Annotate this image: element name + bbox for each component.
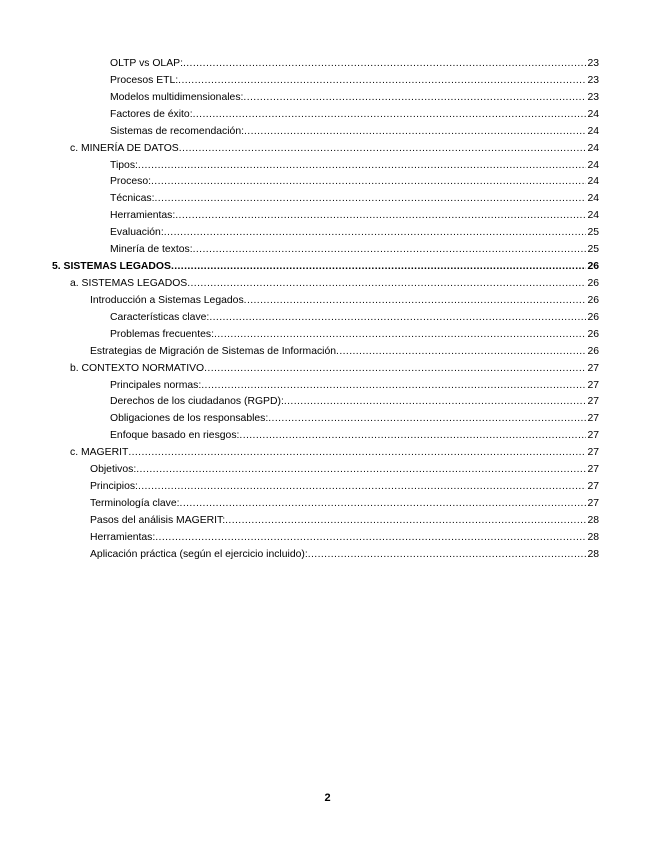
toc-entry[interactable] <box>52 428 599 445</box>
toc-entry[interactable] <box>52 293 599 310</box>
toc-entry-page: 23 <box>587 74 599 86</box>
toc-entry-title: a. SISTEMAS LEGADOS <box>70 277 188 289</box>
toc-entry-title: b. CONTEXTO NORMATIVO <box>70 362 205 374</box>
toc-dot-leader <box>209 310 586 327</box>
toc-entry[interactable] <box>52 124 599 141</box>
toc-entry-page: 26 <box>587 294 599 306</box>
toc-entry-page: 27 <box>587 497 599 509</box>
toc-entry-page: 24 <box>587 176 599 188</box>
toc-dot-leader <box>225 513 586 530</box>
toc-entry[interactable] <box>52 411 599 428</box>
toc-entry-page: 23 <box>587 91 599 103</box>
page-number: 2 <box>324 792 331 804</box>
toc-dot-leader <box>164 225 587 242</box>
toc-entry[interactable] <box>52 479 599 496</box>
toc-entry-page: 27 <box>587 447 599 459</box>
toc-entry-title: Derechos de los ciudadanos (RGPD): <box>110 396 284 408</box>
toc-dot-leader <box>308 547 587 564</box>
toc-entry[interactable] <box>52 90 599 107</box>
toc-entry-title: Herramientas: <box>90 531 156 543</box>
toc-entry-title: c. MINERÍA DE DATOS <box>70 142 179 154</box>
toc-entry-title: Evaluación: <box>110 227 164 239</box>
toc-entry-page: 24 <box>587 193 599 205</box>
toc-entry-page: 25 <box>587 244 599 256</box>
toc-dot-leader <box>171 259 587 276</box>
toc-dot-leader <box>154 191 586 208</box>
toc-entry-title: Modelos multidimensionales: <box>110 91 244 103</box>
toc-entry-title: Herramientas: <box>110 210 176 222</box>
toc-entry-page: 26 <box>587 345 599 357</box>
toc-entry-page: 28 <box>587 548 599 560</box>
toc-entry-title: Técnicas: <box>110 193 155 205</box>
toc-dot-leader <box>138 479 587 496</box>
toc-entry-title: OLTP vs OLAP: <box>110 58 183 69</box>
toc-dot-leader <box>284 394 587 411</box>
toc-entry-title: Proceso: <box>110 176 152 188</box>
toc-entry-title: Enfoque basado en riesgos: <box>110 430 240 442</box>
toc-entry-page: 24 <box>587 108 599 120</box>
toc-dot-leader <box>244 124 586 141</box>
toc-entry-page: 24 <box>587 125 599 137</box>
toc-dot-leader <box>243 90 586 107</box>
toc-entry[interactable] <box>52 276 599 293</box>
toc-entry[interactable] <box>52 547 599 564</box>
toc-dot-leader <box>204 361 586 378</box>
toc-entry-page: 23 <box>587 58 599 69</box>
toc-dot-leader <box>187 276 586 293</box>
toc-dot-leader <box>193 242 587 259</box>
toc-entry-page: 27 <box>587 362 599 374</box>
toc-entry-page: 25 <box>587 227 599 239</box>
toc-entry[interactable] <box>52 394 599 411</box>
toc-entry-title: Procesos ETL: <box>110 74 179 86</box>
toc-entry[interactable] <box>52 225 599 242</box>
toc-entry-title: Factores de éxito: <box>110 108 193 120</box>
toc-entry[interactable] <box>52 496 599 513</box>
toc-dot-leader <box>138 158 587 175</box>
toc-entry-title: Principios: <box>90 481 138 493</box>
toc-dot-leader <box>193 107 587 124</box>
toc-entry-page: 27 <box>587 396 599 408</box>
toc-entry-title: Introducción a Sistemas Legados <box>90 294 244 306</box>
toc-entry[interactable] <box>52 56 599 73</box>
toc-entry-page: 24 <box>587 142 599 154</box>
toc-entry-title: Objetivos: <box>90 464 137 476</box>
toc-entry[interactable] <box>52 462 599 479</box>
toc-entry-title: Estrategias de Migración de Sistemas de Información <box>90 345 337 357</box>
toc-entry-page: 26 <box>587 311 599 323</box>
toc-entry-title: c. MAGERIT <box>70 447 129 459</box>
toc-dot-leader <box>179 141 587 158</box>
toc-entry-page: 28 <box>587 514 599 526</box>
toc-entry-page: 27 <box>587 464 599 476</box>
toc-entry-title: Obligaciones de los responsables: <box>110 413 269 425</box>
toc-dot-leader <box>175 208 586 225</box>
toc-entry[interactable] <box>52 242 599 259</box>
toc-dot-leader <box>214 327 586 344</box>
toc-entry-page: 26 <box>587 261 599 273</box>
toc-entry[interactable] <box>52 513 599 530</box>
toc-entry-title: Características clave: <box>110 311 210 323</box>
toc-entry-page: 28 <box>587 531 599 543</box>
toc-dot-leader <box>128 445 586 462</box>
toc-dot-leader <box>151 174 586 191</box>
toc-entry-title: Terminología clave: <box>90 497 180 509</box>
toc-entry[interactable] <box>52 191 599 208</box>
toc-entry-title: Problemas frecuentes: <box>110 328 214 340</box>
toc-entry-page: 27 <box>587 481 599 493</box>
toc-entry[interactable] <box>52 174 599 191</box>
toc-entry[interactable] <box>52 107 599 124</box>
toc-entry[interactable] <box>52 310 599 327</box>
toc-entry-page: 27 <box>587 379 599 391</box>
toc-entry-title: Principales normas: <box>110 379 202 391</box>
toc-entry-title: Pasos del análisis MAGERIT: <box>90 514 226 526</box>
toc-dot-leader <box>155 530 586 547</box>
table-of-contents <box>52 56 599 564</box>
toc-entry-page: 26 <box>587 277 599 289</box>
toc-entry-page: 27 <box>587 430 599 442</box>
toc-dot-leader <box>178 73 586 90</box>
toc-entry[interactable] <box>52 73 599 90</box>
toc-dot-leader <box>136 462 586 479</box>
toc-entry[interactable] <box>52 327 599 344</box>
toc-entry[interactable] <box>52 361 599 378</box>
toc-entry-page: 27 <box>587 413 599 425</box>
toc-entry[interactable] <box>52 344 599 361</box>
toc-dot-leader <box>336 344 586 361</box>
toc-entry[interactable] <box>52 259 599 276</box>
toc-entry[interactable] <box>52 141 599 158</box>
toc-entry-title: Sistemas de recomendación: <box>110 125 244 137</box>
toc-entry[interactable] <box>52 378 599 395</box>
toc-dot-leader <box>183 56 586 73</box>
toc-entry[interactable] <box>52 445 599 462</box>
toc-entry-page: 26 <box>587 328 599 340</box>
toc-entry-page: 24 <box>587 159 599 171</box>
toc-entry-title: Minería de textos: <box>110 244 193 256</box>
toc-entry[interactable] <box>52 158 599 175</box>
toc-dot-leader <box>239 428 586 445</box>
toc-entry[interactable] <box>52 208 599 225</box>
toc-entry-title: Aplicación práctica (según el ejercicio incluido): <box>90 548 308 560</box>
toc-entry-title: Tipos: <box>110 159 138 171</box>
toc-dot-leader <box>180 496 587 513</box>
toc-dot-leader <box>201 378 586 395</box>
toc-dot-leader <box>268 411 586 428</box>
toc-entry[interactable] <box>52 530 599 547</box>
toc-dot-leader <box>244 293 587 310</box>
toc-entry-title: 5. SISTEMAS LEGADOS <box>52 261 171 273</box>
toc-entry-page: 24 <box>587 210 599 222</box>
